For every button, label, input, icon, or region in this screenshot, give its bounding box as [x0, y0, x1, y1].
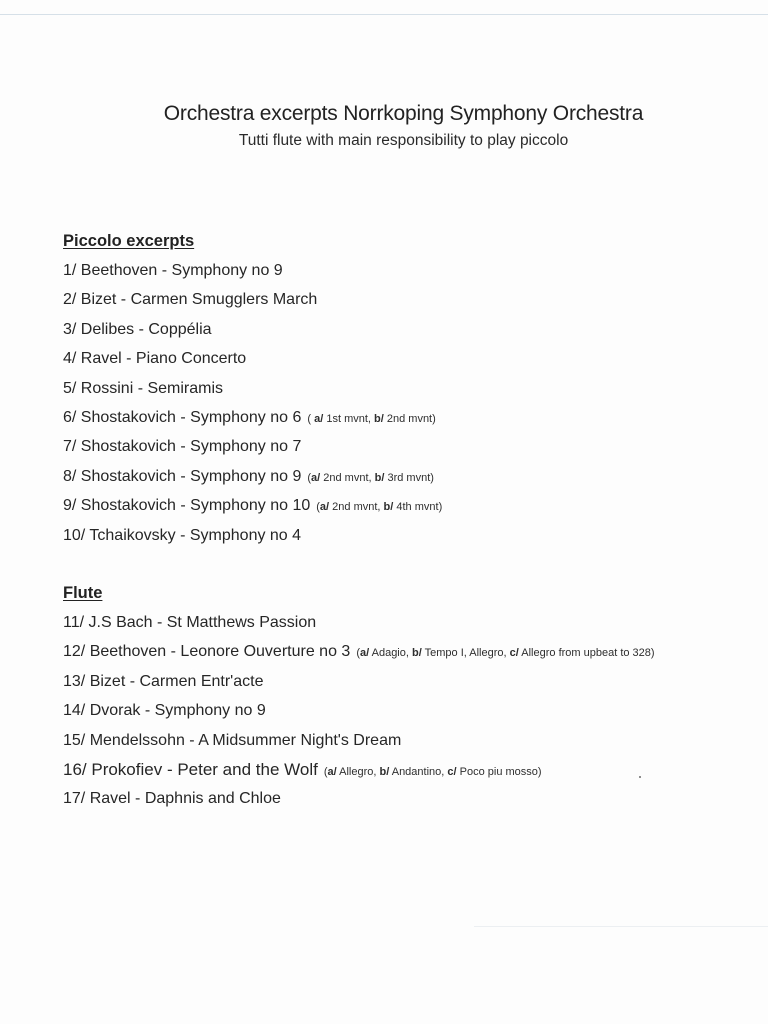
movement-desc: Adagio,	[369, 647, 412, 660]
excerpt-title: 15/ Mendelssohn - A Midsummer Night's Dream	[63, 731, 402, 749]
excerpt-title: 17/ Ravel - Daphnis and Chloe	[63, 790, 281, 808]
movement-letter: b/	[374, 471, 385, 484]
movement-desc: 2nd mvnt,	[320, 471, 375, 484]
excerpt-title: 13/ Bizet - Carmen Entr'acte	[63, 672, 264, 690]
movement-letter: b/	[412, 647, 422, 660]
excerpt-item	[63, 672, 655, 701]
movement-note	[307, 472, 434, 484]
note-open-paren: (	[316, 501, 320, 514]
movement-desc: 3rd mvnt	[384, 471, 431, 484]
excerpt-title: 1/ Beethoven - Symphony no 9	[63, 262, 283, 279]
movement-letter: b/	[383, 501, 394, 514]
excerpt-title: 10/ Tchaikovsky - Symphony no 4	[63, 526, 302, 544]
document-subtitle: Tutti flute with main responsibility to play piccolo	[238, 132, 569, 149]
movement-letter: a/	[311, 471, 321, 484]
excerpt-item	[63, 496, 442, 525]
movement-letter: b/	[374, 412, 384, 425]
movement-letter: a/	[327, 765, 337, 778]
excerpt-item	[63, 261, 442, 290]
movement-letter: a/	[314, 412, 324, 425]
flute-excerpt-list	[63, 613, 655, 819]
movement-desc: Tempo I, Allegro,	[421, 647, 510, 660]
excerpt-title: 9/ Shostakovich - Symphony no 10	[63, 497, 311, 515]
movement-desc: Poco piu mosso	[456, 765, 538, 778]
excerpt-item	[63, 731, 655, 760]
note-open-paren: (	[323, 765, 328, 778]
note-open-paren: (	[307, 471, 312, 484]
note-close-paren: )	[432, 412, 436, 425]
movement-desc: 4th mvnt	[393, 501, 439, 514]
piccolo-section-heading: Piccolo excerpts	[63, 232, 195, 250]
excerpt-item	[63, 349, 442, 378]
excerpt-item	[63, 642, 655, 671]
note-close-paren: )	[650, 647, 655, 660]
excerpt-item	[63, 789, 655, 818]
movement-note	[307, 413, 435, 425]
movement-letter: b/	[379, 765, 390, 778]
movement-desc: 1st mvnt,	[323, 412, 375, 425]
excerpt-title: 2/ Bizet - Carmen Smugglers March	[63, 291, 318, 309]
excerpt-item	[63, 760, 655, 789]
excerpt-item	[63, 613, 655, 642]
scan-edge-bottom	[474, 926, 768, 927]
note-close-paren: )	[537, 765, 542, 778]
note-open-paren: (	[356, 647, 360, 660]
scan-edge-top	[0, 14, 768, 15]
excerpt-item	[63, 701, 655, 730]
note-close-paren: )	[430, 471, 434, 484]
excerpt-item	[63, 320, 442, 349]
excerpt-title: 3/ Delibes - Coppélia	[63, 320, 212, 338]
excerpt-item	[63, 467, 442, 496]
movement-letter: a/	[359, 647, 370, 660]
excerpt-title: 8/ Shostakovich - Symphony no 9	[63, 467, 302, 485]
excerpt-title: 4/ Ravel - Piano Concerto	[63, 350, 247, 368]
excerpt-item	[63, 290, 442, 319]
excerpt-title: 6/ Shostakovich - Symphony no 6	[63, 408, 302, 426]
excerpt-title: 7/ Shostakovich - Symphony no 7	[63, 438, 302, 456]
movement-desc: 2nd mvnt,	[329, 501, 384, 514]
excerpt-title: 5/ Rossini - Semiramis	[63, 379, 224, 397]
movement-note	[324, 766, 542, 778]
movement-desc: Allegro,	[336, 765, 380, 778]
movement-desc: Allegro from upbeat to 328	[518, 647, 651, 660]
document-title: Orchestra excerpts Norrkoping Symphony Orchestra	[163, 102, 644, 125]
flute-section-heading: Flute	[63, 584, 103, 602]
excerpt-title: 11/ J.S Bach - St Matthews Passion	[63, 614, 317, 631]
movement-letter: a/	[319, 501, 330, 514]
excerpt-item	[63, 408, 442, 437]
excerpt-item	[63, 526, 442, 555]
excerpt-item	[63, 379, 442, 408]
note-open-paren: (	[307, 412, 315, 425]
note-close-paren: )	[438, 501, 443, 514]
excerpt-title: 16/ Prokofiev - Peter and the Wolf	[63, 759, 318, 779]
excerpt-title: 14/ Dvorak - Symphony no 9	[63, 702, 266, 720]
movement-letter: c/	[509, 647, 519, 660]
movement-note	[316, 501, 442, 513]
excerpt-item	[63, 437, 442, 466]
movement-desc: 2nd mvnt	[383, 412, 433, 425]
movement-note	[356, 647, 654, 659]
piccolo-excerpt-list	[63, 261, 442, 555]
excerpt-title: 12/ Beethoven - Leonore Ouverture no 3	[63, 643, 351, 661]
movement-desc: Andantino,	[389, 765, 448, 778]
movement-letter: c/	[447, 765, 457, 778]
